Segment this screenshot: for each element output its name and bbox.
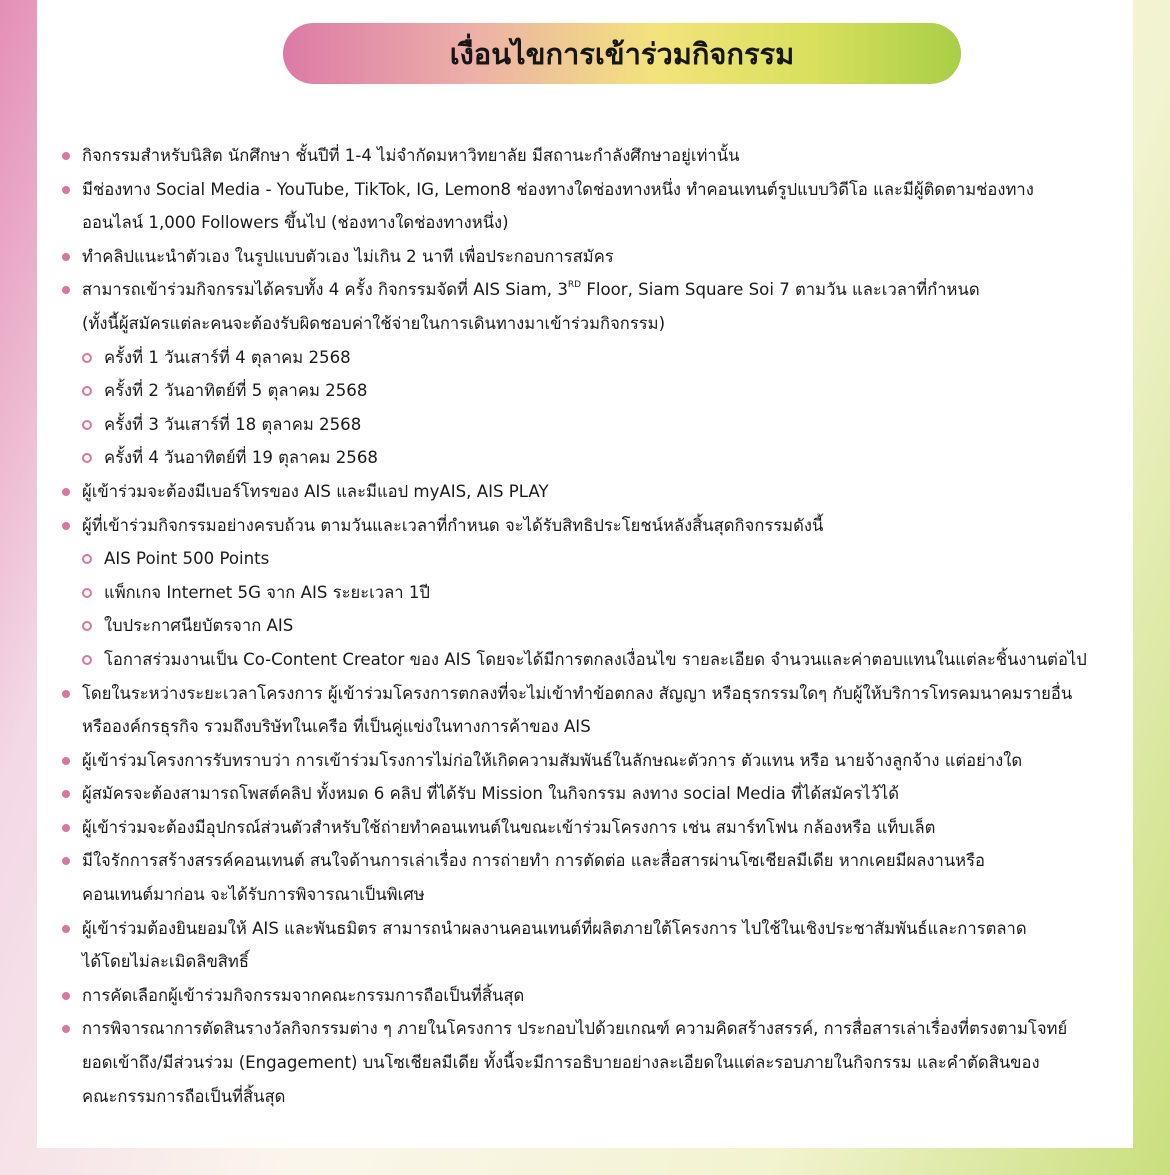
item-text: คอนเทนต์มาก่อน จะได้รับการพิจารณาเป็นพิเศษ — [82, 885, 425, 905]
item-text: การคัดเลือกผู้เข้าร่วมกิจกรรมจากคณะกรรมการถือเป็นที่สิ้นสุด — [82, 985, 525, 1005]
list-item — [37, 912, 1133, 946]
bullet-icon — [62, 824, 70, 832]
sub-list-item — [37, 341, 1133, 375]
bullet-icon — [62, 857, 70, 865]
bullet-icon — [62, 522, 70, 530]
item-text: (ทั้งนี้ผู้สมัครแต่ละคนจะต้องรับผิดชอบค่าใช้จ่ายในการเดินทางมาเข้าร่วมกิจกรรม) — [82, 313, 666, 333]
list-item — [37, 677, 1133, 711]
page-title: เงื่อนไขการเข้าร่วมกิจกรรม — [449, 36, 795, 71]
item-text: ออนไลน์ 1,000 Followers ขึ้นไป (ช่องทางใดช่องทางหนึ่ง) — [82, 213, 509, 233]
circle-bullet-icon — [82, 453, 92, 463]
sub-item-text: ครั้งที่ 3 วันเสาร์ที่ 18 ตุลาคม 2568 — [104, 414, 362, 434]
sub-list-item — [37, 408, 1133, 442]
item-text: ผู้เข้าร่วมโครงการรับทราบว่า การเข้าร่วมโรงการไม่ก่อให้เกิดความสัมพันธ์ในลักษณะตัวการ ตัวแทน หรือ นายจ้างลูกจ้าง แต่อย่างใด — [82, 750, 1023, 770]
list-item — [37, 273, 1133, 307]
sub-list-item — [37, 374, 1133, 408]
item-text: ผู้เข้าร่วมจะต้องมีอุปกรณ์ส่วนตัวสำหรับใช้ถ่ายทำคอนเทนต์ในขณะเข้าร่วมโครงการ เช่น สมาร์ทโฟน กล้องหรือ แท็บเล็ต — [82, 817, 936, 837]
circle-bullet-icon — [82, 353, 92, 363]
bullet-icon — [62, 186, 70, 194]
circle-bullet-icon — [82, 588, 92, 598]
item-text: คณะกรรมการถือเป็นที่สิ้นสุด — [82, 1086, 286, 1106]
item-text: สามารถเข้าร่วมกิจกรรมได้ครบทั้ง 4 ครั้ง กิจกรรมจัดที่ AIS Siam, 3 — [82, 280, 568, 300]
item-text: ได้โดยไม่ละเมิดลิขสิทธิ์ — [82, 952, 249, 972]
circle-bullet-icon — [82, 655, 92, 665]
list-item — [37, 139, 1133, 173]
bullet-icon — [62, 690, 70, 698]
item-text: โดยในระหว่างระยะเวลาโครงการ ผู้เข้าร่วมโครงการตกลงที่จะไม่เข้าทำข้อตกลง สัญญา หรือธุรกรรมใดๆ กับผู้ให้บริการโทรคมนาคมรายอื่น — [82, 683, 1073, 703]
list-item — [37, 844, 1133, 878]
list-item — [37, 240, 1133, 274]
item-text: ผู้เข้าร่วมจะต้องมีเบอร์โทรของ AIS และมีแอป myAIS, AIS PLAY — [82, 481, 549, 501]
item-text: ผู้สมัครจะต้องสามารถโพสต์คลิป ทั้งหมด 6 คลิป ที่ได้รับ Mission ในกิจกรรม ลงทาง social Media ที่ได้สมัครไว้ได้ — [82, 784, 900, 804]
circle-bullet-icon — [82, 554, 92, 564]
list-item-continuation — [37, 878, 1133, 912]
conditions-list — [37, 139, 1133, 1113]
list-item-continuation — [37, 206, 1133, 240]
sub-list-item — [37, 441, 1133, 475]
bullet-icon — [62, 790, 70, 798]
list-item-continuation — [37, 1080, 1133, 1114]
list-item — [37, 744, 1133, 778]
item-text: ผู้เข้าร่วมต้องยินยอมให้ AIS และพันธมิตร สามารถนำผลงานคอนเทนต์ที่ผลิตภายใต้โครงการ ไปใช้ในเชิงประชาสัมพันธ์และการตลาด — [82, 918, 1027, 938]
item-text: กิจกรรมสำหรับนิสิต นักศึกษา ชั้นปีที่ 1-4 ไม่จำกัดมหาวิทยาลัย มีสถานะกำลังศึกษาอยู่เท่านั้น — [82, 146, 740, 165]
list-item-continuation — [37, 1046, 1133, 1080]
list-item — [37, 979, 1133, 1013]
item-text: การพิจารณาการตัดสินรางวัลกิจกรรมต่าง ๆ ภายในโครงการ ประกอบไปด้วยเกณฑ์ ความคิดสร้างสรรค์, การสื่อสารเล่าเรื่องที่ตรงตามโจทย์ — [82, 1019, 1068, 1039]
list-item — [37, 475, 1133, 509]
superscript-text: RD — [567, 280, 582, 291]
sub-item-text: แพ็กเกจ Internet 5G จาก AIS ระยะเวลา 1ปี — [104, 582, 430, 602]
list-item-continuation — [37, 307, 1133, 341]
list-item — [37, 811, 1133, 845]
list-item — [37, 777, 1133, 811]
bullet-icon — [62, 286, 70, 294]
bullet-icon — [62, 925, 70, 933]
bullet-icon — [62, 488, 70, 496]
bullet-icon — [62, 253, 70, 261]
sub-list-item — [37, 643, 1133, 677]
item-text: ทำคลิปแนะนำตัวเอง ในรูปแบบตัวเอง ไม่เกิน 2 นาที เพื่อประกอบการสมัคร — [82, 246, 614, 266]
content-card — [37, 0, 1133, 1148]
circle-bullet-icon — [82, 420, 92, 430]
list-item — [37, 173, 1133, 207]
circle-bullet-icon — [82, 386, 92, 396]
sub-item-text: โอกาสร่วมงานเป็น Co-Content Creator ของ AIS โดยจะได้มีการตกลงเงื่อนไข รายละเอียด จำนวนและค่าตอบแทนในแต่ละชิ้นงานต่อไป — [104, 649, 1087, 669]
sub-list-item — [37, 576, 1133, 610]
bullet-icon — [62, 757, 70, 765]
item-text: ยอดเข้าถึง/มีส่วนร่วม (Engagement) บนโซเชียลมีเดีย ทั้งนี้จะมีการอธิบายอย่างละเอียดในแต่ละรอบภายในกิจกรรม และคำตัดสินของ — [82, 1053, 1040, 1073]
sub-item-text: AIS Point 500 Points — [104, 549, 270, 569]
list-item-continuation — [37, 710, 1133, 744]
sub-item-text: ใบประกาศนียบัตรจาก AIS — [104, 616, 294, 636]
list-item — [37, 509, 1133, 543]
bullet-icon — [62, 992, 70, 1000]
sub-item-text: ครั้งที่ 1 วันเสาร์ที่ 4 ตุลาคม 2568 — [104, 347, 351, 367]
circle-bullet-icon — [82, 621, 92, 631]
item-text: หรือองค์กรธุรกิจ รวมถึงบริษัทในเครือ ที่เป็นคู่แข่งในทางการค้าของ AIS — [82, 717, 591, 737]
list-item — [37, 1012, 1133, 1046]
item-text: มีใจรักการสร้างสรรค์คอนเทนต์ สนใจด้านการเล่าเรื่อง การถ่ายทำ การตัดต่อ และสื่อสารผ่านโซเชียลมีเดีย หากเคยมีผลงานหรือ — [82, 851, 985, 871]
item-text: มีช่องทาง Social Media - YouTube, TikTok, IG, Lemon8 ช่องทางใดช่องทางหนึ่ง ทำคอนเทนต์รูปแบบวิดีโอ และมีผู้ติดตามช่องทาง — [82, 179, 1034, 199]
list-item-continuation — [37, 945, 1133, 979]
item-text: ผู้ที่เข้าร่วมกิจกรรมอย่างครบถ้วน ตามวันและเวลาที่กำหนด จะได้รับสิทธิประโยชน์หลังสิ้นสุดกิจกรรมดังนี้ — [82, 515, 824, 535]
sub-list-item — [37, 542, 1133, 576]
item-text: Floor, Siam Square Soi 7 ตามวัน และเวลาที่กำหนด — [581, 280, 980, 300]
bullet-icon — [62, 1025, 70, 1033]
sub-item-text: ครั้งที่ 4 วันอาทิตย์ที่ 19 ตุลาคม 2568 — [104, 448, 378, 468]
title-banner — [283, 23, 961, 84]
sub-item-text: ครั้งที่ 2 วันอาทิตย์ที่ 5 ตุลาคม 2568 — [104, 381, 368, 401]
sub-list-item — [37, 609, 1133, 643]
bullet-icon — [62, 152, 70, 160]
